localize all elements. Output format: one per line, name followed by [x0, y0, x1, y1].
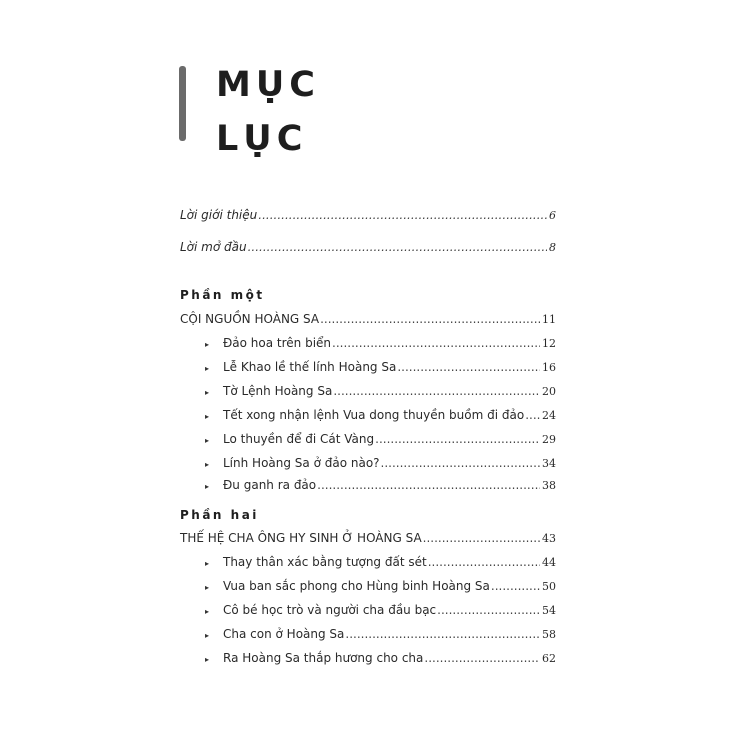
toc-item-label: Thay thân xác bằng tượng đất sét: [223, 555, 427, 569]
toc-page-number: 11: [542, 313, 556, 326]
toc-item[interactable]: [205, 478, 556, 492]
toc-chapter[interactable]: [180, 312, 556, 326]
toc-item-label: Tờ Lệnh Hoàng Sa: [223, 384, 333, 398]
toc-item-label: Đảo hoa trên biển: [223, 336, 332, 350]
triangle-right-icon: ▸: [205, 583, 210, 592]
dot-leader: [491, 579, 540, 593]
triangle-right-icon: ▸: [205, 412, 210, 421]
dot-leader: [332, 336, 540, 350]
toc-page-number: 29: [542, 433, 556, 446]
toc-item-label: Ra Hoàng Sa thắp hương cho cha: [223, 651, 424, 665]
part-heading: Phần hai: [180, 508, 259, 522]
toc-page-number: 34: [542, 457, 556, 470]
triangle-right-icon: ▸: [205, 460, 210, 469]
toc-item[interactable]: [205, 651, 556, 665]
triangle-right-icon: ▸: [205, 631, 210, 640]
toc-item-label: Cha con ở Hoàng Sa: [223, 627, 345, 641]
toc-item-label: Vua ban sắc phong cho Hùng binh Hoàng Sa: [223, 579, 490, 593]
triangle-right-icon: ▸: [205, 559, 210, 568]
toc-chapter[interactable]: [180, 531, 556, 545]
dot-leader: [381, 456, 540, 470]
toc-item-label: Tết xong nhận lệnh Vua dong thuyền buồm đi đảo: [223, 408, 525, 422]
triangle-right-icon: ▸: [205, 436, 210, 445]
title-line-2: LỤC: [216, 119, 308, 159]
toc-page-number: 24: [542, 409, 556, 422]
dot-leader: [320, 312, 540, 326]
triangle-right-icon: ▸: [205, 482, 210, 491]
triangle-right-icon: ▸: [205, 388, 210, 397]
toc-item[interactable]: [205, 336, 556, 350]
dot-leader: [375, 432, 540, 446]
dot-leader: [345, 627, 540, 641]
toc-item[interactable]: [205, 360, 556, 374]
toc-page-number: 43: [542, 532, 556, 545]
triangle-right-icon: ▸: [205, 607, 210, 616]
title-line-1: MỤC: [216, 65, 320, 105]
toc-page-number: 54: [542, 604, 556, 617]
toc-entry-label: Lời giới thiệu: [180, 208, 258, 222]
toc-item[interactable]: [205, 384, 556, 398]
part-heading: Phần một: [180, 288, 265, 302]
dot-leader: [248, 240, 547, 254]
toc-item[interactable]: [205, 456, 556, 470]
toc-page-number: 8: [549, 241, 556, 254]
dot-leader: [437, 603, 540, 617]
toc-page-number: 44: [542, 556, 556, 569]
toc-page-number: 12: [542, 337, 556, 350]
toc-entry-intro[interactable]: [180, 208, 556, 222]
dot-leader: [423, 531, 540, 545]
page-title: [216, 58, 320, 166]
triangle-right-icon: ▸: [205, 655, 210, 664]
toc-item[interactable]: [205, 432, 556, 446]
toc-item[interactable]: [205, 579, 556, 593]
title-accent-bar: [179, 66, 186, 141]
toc-item-label: Đu ganh ra đảo: [223, 478, 317, 492]
dot-leader: [428, 555, 540, 569]
toc-item[interactable]: [205, 408, 556, 422]
toc-item[interactable]: [205, 603, 556, 617]
triangle-right-icon: ▸: [205, 340, 210, 349]
dot-leader: [397, 360, 540, 374]
toc-entry-label: Lời mở đầu: [180, 240, 247, 254]
toc-chapter-label: CỘI NGUỒN HOÀNG SA: [180, 312, 320, 326]
toc-item[interactable]: [205, 555, 556, 569]
dot-leader: [317, 478, 540, 492]
dot-leader: [258, 208, 547, 222]
toc-entry-preface[interactable]: [180, 240, 556, 254]
triangle-right-icon: ▸: [205, 364, 210, 373]
toc-page-number: 16: [542, 361, 556, 374]
dot-leader: [333, 384, 540, 398]
dot-leader: [525, 408, 540, 422]
toc-page-number: 38: [542, 479, 556, 492]
toc-item-label: Cô bé học trò và người cha đầu bạc: [223, 603, 437, 617]
toc-page-number: 20: [542, 385, 556, 398]
toc-page-number: 62: [542, 652, 556, 665]
toc-page-number: 58: [542, 628, 556, 641]
toc-item-label: Lính Hoàng Sa ở đảo nào?: [223, 456, 380, 470]
dot-leader: [424, 651, 540, 665]
toc-page-number: 6: [549, 209, 556, 222]
toc-chapter-label: THẾ HỆ CHA ÔNG HY SINH Ở HOÀNG SA: [180, 531, 422, 545]
toc-item-label: Lo thuyền để đi Cát Vàng: [223, 432, 375, 446]
toc-item[interactable]: [205, 627, 556, 641]
toc-page-number: 50: [542, 580, 556, 593]
toc-item-label: Lễ Khao lề thế lính Hoàng Sa: [223, 360, 397, 374]
